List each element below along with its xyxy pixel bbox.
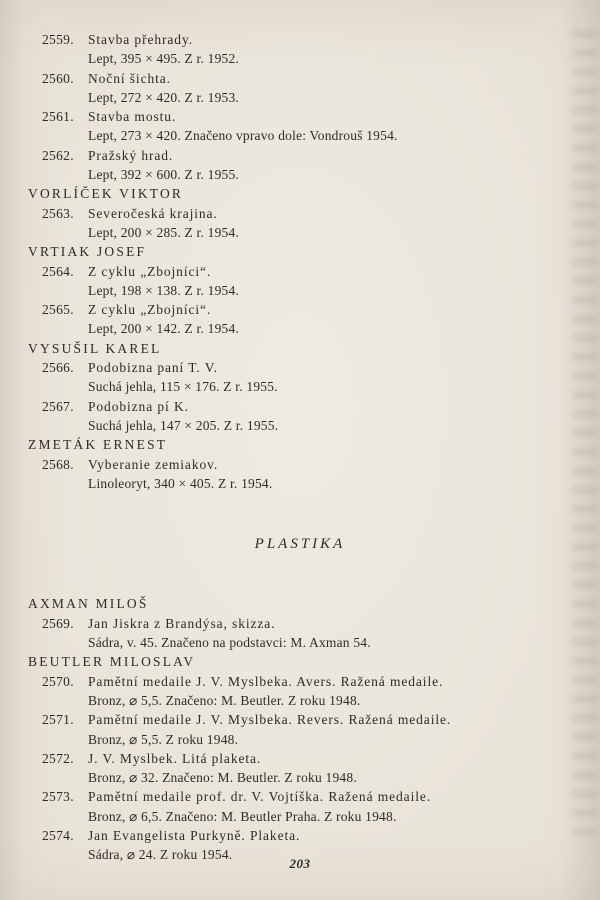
entry-number: 2565. [42,302,74,318]
artist-heading: AXMAN MILOŠ [28,596,149,612]
entry-detail: Lept, 198 × 138. Z r. 1954. [88,282,239,298]
entry-title-line [28,672,572,691]
entry-number: 2570. [42,673,74,689]
entry-title-line [28,107,572,126]
entry-detail: Linoleoryt, 340 × 405. Z r. 1954. [88,475,273,491]
catalog-entry [28,710,572,749]
entry-detail: Lept, 272 × 420. Z r. 1953. [88,89,239,105]
entry-title-line [28,710,572,729]
catalog-entry [28,614,572,653]
entry-title: Podobizna paní T. V. [88,360,218,376]
entry-number: 2573. [42,789,74,805]
entry-number: 2571. [42,712,74,728]
entry-detail: Sádra, ⌀ 24. Z roku 1954. [88,847,233,863]
entry-title: Z cyklu „Zbojníci“. [88,302,212,318]
entry-title: Jan Evangelista Purkyně. Plaketa. [88,827,301,843]
entry-number: 2564. [42,263,74,279]
catalog-entry [28,787,572,826]
entry-title: Pamětní medaile prof. dr. V. Vojtíška. Ražená medaile. [88,789,432,805]
entry-detail: Bronz, ⌀ 5,5. Z roku 1948. [88,731,239,747]
artist-heading: VORLÍČEK VIKTOR [28,186,184,202]
entry-title-line [28,146,572,165]
sculpture-entries-list [28,594,572,864]
catalog-entry [28,262,572,301]
entry-detail: Lept, 392 × 600. Z r. 1955. [88,167,239,183]
entry-title-line [28,614,572,633]
entry-title: Vyberanie zemiakov. [88,456,219,472]
entry-title-line [28,300,572,319]
entry-number: 2561. [42,109,74,125]
entry-detail: Suchá jehla, 147 × 205. Z r. 1955. [88,417,279,433]
entry-number: 2567. [42,398,74,414]
entry-detail: Lept, 395 × 495. Z r. 1952. [88,51,239,67]
artist-heading: ZMETÁK ERNEST [28,437,168,453]
entry-detail: Bronz, ⌀ 5,5. Značeno: M. Beutler. Z roku 1948. [88,692,361,708]
entry-title-line [28,69,572,88]
page-content [28,30,572,865]
artist-heading: VRTIAK JOSEF [28,244,147,260]
entry-title: Z cyklu „Zbojníci“. [88,263,212,279]
entry-title: J. V. Myslbek. Litá plaketa. [88,750,262,766]
catalog-entry [28,749,572,788]
entry-detail: Sádra, v. 45. Značeno na podstavci: M. Axman 54. [88,635,371,651]
artist-heading: VYSUŠIL KAREL [28,340,162,356]
catalog-entry [28,146,572,185]
entry-number: 2569. [42,615,74,631]
catalog-entry [28,204,572,243]
catalog-entry [28,672,572,711]
entry-title-line [28,358,572,377]
entry-number: 2560. [42,70,74,86]
entry-title-line [28,397,572,416]
entry-title-line [28,204,572,223]
entry-title-line [28,749,572,768]
section-heading-plastika: PLASTIKA [254,536,346,553]
entry-detail: Bronz, ⌀ 32. Značeno: M. Beutler. Z roku 1948. [88,770,357,786]
page-number: 203 [289,855,311,871]
catalog-entry [28,107,572,146]
entry-title-line [28,30,572,49]
catalog-entry [28,358,572,397]
entry-detail: Suchá jehla, 115 × 176. Z r. 1955. [88,379,278,395]
entry-number: 2562. [42,147,74,163]
entry-number: 2568. [42,456,74,472]
entry-title: Severočeská krajina. [88,205,218,221]
entry-title: Podobizna pí K. [88,398,189,414]
entry-title-line [28,262,572,281]
catalog-entry [28,397,572,436]
catalog-entry [28,300,572,339]
entry-detail: Lept, 200 × 142. Z r. 1954. [88,321,239,337]
entry-title: Pamětní medaile J. V. Myslbeka. Revers. Ražená medaile. [88,712,452,728]
entry-title-line [28,455,572,474]
entry-number: 2563. [42,205,74,221]
catalog-entry [28,69,572,108]
catalog-entry [28,30,572,69]
entry-title: Stavba mostu. [88,109,177,125]
entry-title: Pražský hrad. [88,147,174,163]
print-entries-list [28,30,572,493]
entry-number: 2559. [42,32,74,47]
entry-title: Stavba přehrady. [88,32,193,47]
entry-title: Pamětní medaile J. V. Myslbeka. Avers. Ražená medaile. [88,673,444,689]
entry-number: 2566. [42,360,74,376]
artist-heading: BEUTLER MILOSLAV [28,654,196,670]
entry-detail: Bronz, ⌀ 6,5. Značeno: M. Beutler Praha. Z roku 1948. [88,808,397,824]
entry-title-line [28,787,572,806]
entry-number: 2574. [42,827,74,843]
catalog-entry [28,455,572,494]
entry-title: Jan Jiskra z Brandýsa, skizza. [88,615,276,631]
entry-title: Noční šichta. [88,70,171,86]
page-showthrough-artifact [572,30,598,840]
entry-number: 2572. [42,750,74,766]
entry-detail: Lept, 273 × 420. Značeno vpravo dole: Vondrouš 1954. [88,128,398,144]
entry-title-line [28,826,572,845]
entry-detail: Lept, 200 × 285. Z r. 1954. [88,224,239,240]
